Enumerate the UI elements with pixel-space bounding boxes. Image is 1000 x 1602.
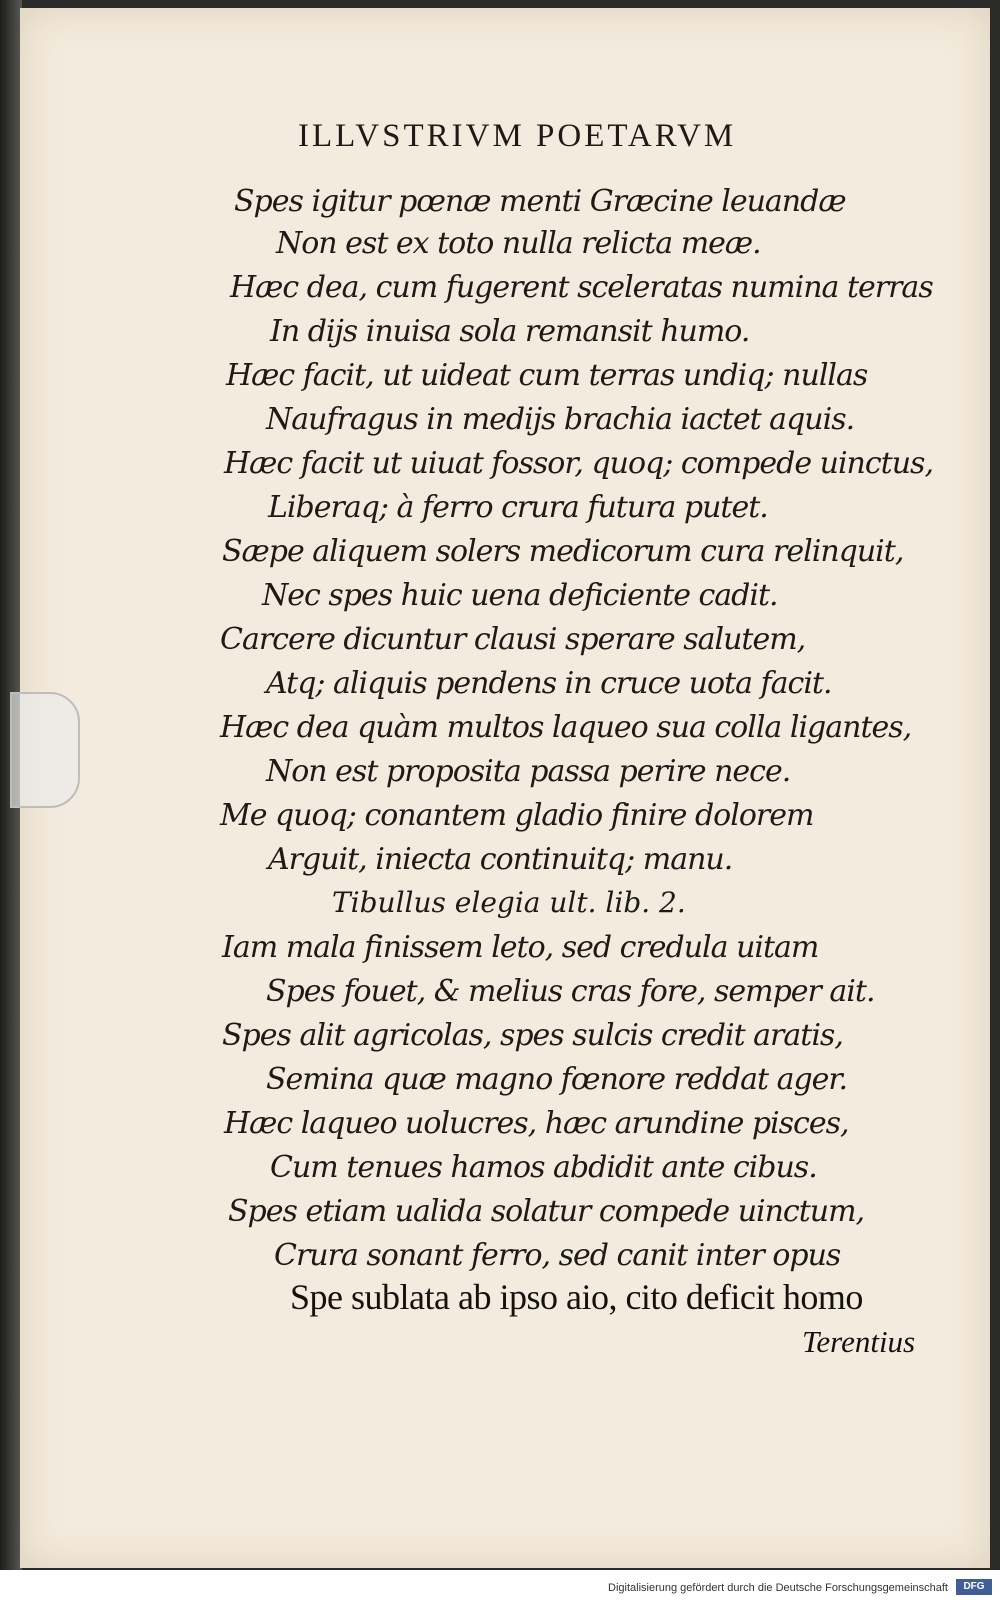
verse-line: Liberaq; à ferro crura futura putet. [268, 490, 768, 525]
verse-line: Semina quæ magno fœnore reddat ager. [266, 1062, 847, 1097]
verse-line: Arguit, iniecta continuitq; manu. [268, 842, 733, 877]
section-heading: Tibullus elegia ult. lib. 2. [332, 886, 686, 919]
motto-line: Spe sublata ab ipso aio, cito deficit homo [290, 1277, 863, 1317]
verse-line: Naufragus in medijs brachia iactet aquis. [266, 402, 855, 437]
verse-line: Nec spes huic uena deficiente cadit. [262, 578, 778, 613]
verse-line: Non est ex toto nulla relicta meæ. [276, 226, 761, 261]
verse-line: Hæc laqueo uolucres, hæc arundine pisces, [224, 1106, 849, 1141]
verse-line: Spes igitur pœnæ menti Græcine leuandæ [234, 184, 846, 219]
verse-line: Hæc facit, ut uideat cum terras undiq; nullas [226, 358, 868, 393]
verse-line: Hæc dea quàm multos laqueo sua colla ligantes, [220, 710, 912, 745]
verse-line: Me quoq; conantem gladio finire dolorem [220, 798, 814, 833]
verse-line: Spes alit agricolas, spes sulcis credit aratis, [222, 1018, 843, 1053]
verse-line: In dijs inuisa sola remansit humo. [270, 314, 750, 349]
funding-credit: Digitalisierung gefördert durch die Deutsche Forschungsgemeinschaft [608, 1582, 948, 1594]
verse-line: Cum tenues hamos abdidit ante cibus. [270, 1150, 817, 1185]
dfg-logo: DFG [956, 1579, 992, 1595]
running-header: ILLVSTRIVM POETARVM [298, 118, 737, 154]
verse-line: Spes etiam ualida solatur compede uinctum, [228, 1194, 865, 1229]
verse-line: Sæpe aliquem solers medicorum cura relinquit, [222, 534, 904, 569]
book-page [20, 8, 990, 1568]
verse-line: Carcere dicuntur clausi sperare salutem, [220, 622, 806, 657]
page-clip [10, 692, 80, 808]
verse-block [20, 8, 990, 1568]
footer-bar [0, 1570, 1000, 1602]
verse-line: Atq; aliquis pendens in cruce uota facit. [266, 666, 832, 701]
verse-line: Non est proposita passa perire nece. [266, 754, 791, 789]
verse-line: Iam mala finissem leto, sed credula uitam [222, 930, 819, 965]
motto-author: Terentius [802, 1324, 916, 1359]
verse-line: Hæc facit ut uiuat fossor, quoq; compede uinctus, [224, 446, 933, 481]
verse-line: Crura sonant ferro, sed canit inter opus [274, 1238, 841, 1273]
verse-line: Spes fouet, & melius cras fore, semper ait. [266, 974, 875, 1009]
verse-line: Hæc dea, cum fugerent sceleratas numina terras [230, 270, 933, 305]
